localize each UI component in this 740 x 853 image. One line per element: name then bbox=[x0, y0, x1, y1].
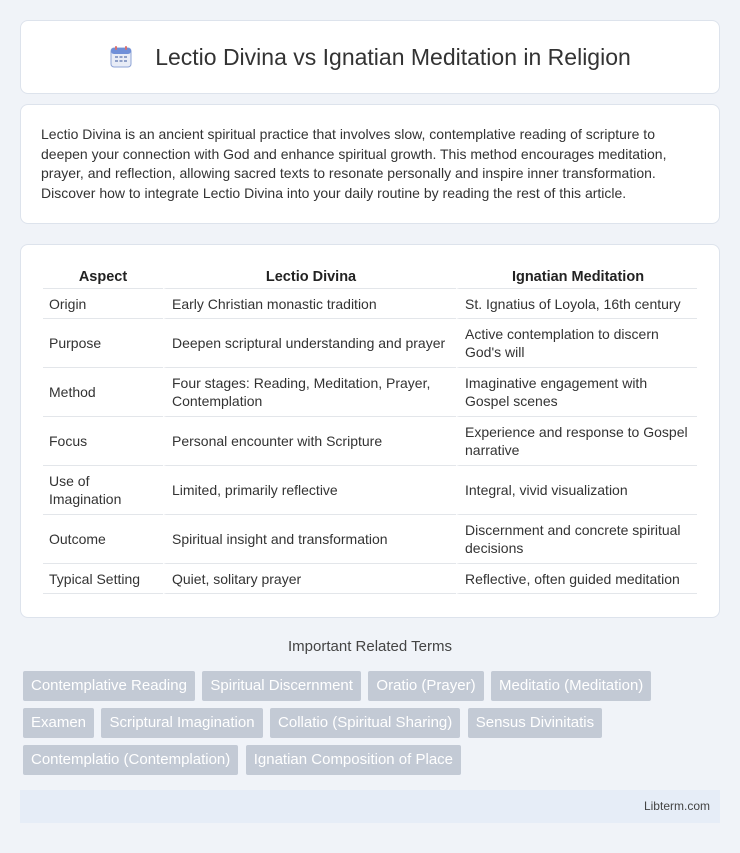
related-term-tag[interactable]: Meditatio (Meditation) bbox=[491, 671, 651, 701]
table-cell: Quiet, solitary prayer bbox=[163, 564, 456, 594]
table-cell: Reflective, often guided meditation bbox=[456, 564, 697, 594]
table-cell: Imaginative engagement with Gospel scenes bbox=[456, 368, 697, 417]
intro-card bbox=[20, 104, 720, 224]
table-cell: Focus bbox=[43, 417, 163, 466]
table-cell: Integral, vivid visualization bbox=[456, 466, 697, 515]
related-term-tag[interactable]: Contemplative Reading bbox=[23, 671, 195, 701]
related-term-tag[interactable]: Oratio (Prayer) bbox=[368, 671, 483, 701]
table-cell: Experience and response to Gospel narrative bbox=[456, 417, 697, 466]
table-row bbox=[43, 319, 697, 368]
table-cell: Spiritual insight and transformation bbox=[163, 515, 456, 564]
related-term-tag[interactable]: Contemplatio (Contemplation) bbox=[23, 745, 238, 775]
intro-text: Lectio Divina is an ancient spiritual practice that involves slow, contemplative reading of scripture to deepen your connection with God and enhance spiritual growth. This method encourages meditation, prayer, and reflection, allowing sacred texts to resonate personally and inspire inner transformation. Discover how to integrate Lectio Divina into your daily routine by reading the rest of this article. bbox=[41, 126, 667, 201]
table-header-row bbox=[43, 265, 697, 289]
related-terms-heading: Important Related Terms bbox=[288, 638, 452, 655]
table-cell: Early Christian monastic tradition bbox=[163, 289, 456, 319]
column-header-lectio: Lectio Divina bbox=[163, 265, 456, 289]
table-cell: Method bbox=[43, 368, 163, 417]
table-cell: Active contemplation to discern God's will bbox=[456, 319, 697, 368]
footer-site-link[interactable]: Libterm.com bbox=[643, 799, 710, 813]
related-term-tag[interactable]: Ignatian Composition of Place bbox=[246, 745, 461, 775]
calendar-icon bbox=[109, 45, 133, 69]
table-cell: Use of Imagination bbox=[43, 466, 163, 515]
comparison-table bbox=[43, 265, 697, 594]
footer bbox=[20, 790, 720, 823]
related-term-tag[interactable]: Collatio (Spiritual Sharing) bbox=[270, 708, 460, 738]
related-term-tag[interactable]: Spiritual Discernment bbox=[202, 671, 361, 701]
related-term-tag[interactable]: Sensus Divinitatis bbox=[468, 708, 602, 738]
table-cell: Personal encounter with Scripture bbox=[163, 417, 456, 466]
table-cell: Limited, primarily reflective bbox=[163, 466, 456, 515]
related-terms-list bbox=[23, 671, 723, 782]
comparison-card bbox=[20, 244, 720, 618]
table-cell: Typical Setting bbox=[43, 564, 163, 594]
table-cell: Purpose bbox=[43, 319, 163, 368]
table-row bbox=[43, 368, 697, 417]
related-term-tag[interactable]: Scriptural Imagination bbox=[101, 708, 262, 738]
page-title: Lectio Divina vs Ignatian Meditation in Religion bbox=[155, 43, 631, 70]
table-row bbox=[43, 289, 697, 319]
table-cell: Discernment and concrete spiritual decisions bbox=[456, 515, 697, 564]
table-row bbox=[43, 466, 697, 515]
column-header-ignatian: Ignatian Meditation bbox=[456, 265, 697, 289]
title-card bbox=[20, 20, 720, 94]
related-term-tag[interactable]: Examen bbox=[23, 708, 94, 738]
table-cell: Outcome bbox=[43, 515, 163, 564]
table-cell: Deepen scriptural understanding and prayer bbox=[163, 319, 456, 368]
column-header-aspect: Aspect bbox=[43, 265, 163, 289]
table-cell: St. Ignatius of Loyola, 16th century bbox=[456, 289, 697, 319]
table-row bbox=[43, 515, 697, 564]
table-row bbox=[43, 417, 697, 466]
table-row bbox=[43, 564, 697, 594]
table-cell: Origin bbox=[43, 289, 163, 319]
table-cell: Four stages: Reading, Meditation, Prayer, Contemplation bbox=[163, 368, 456, 417]
